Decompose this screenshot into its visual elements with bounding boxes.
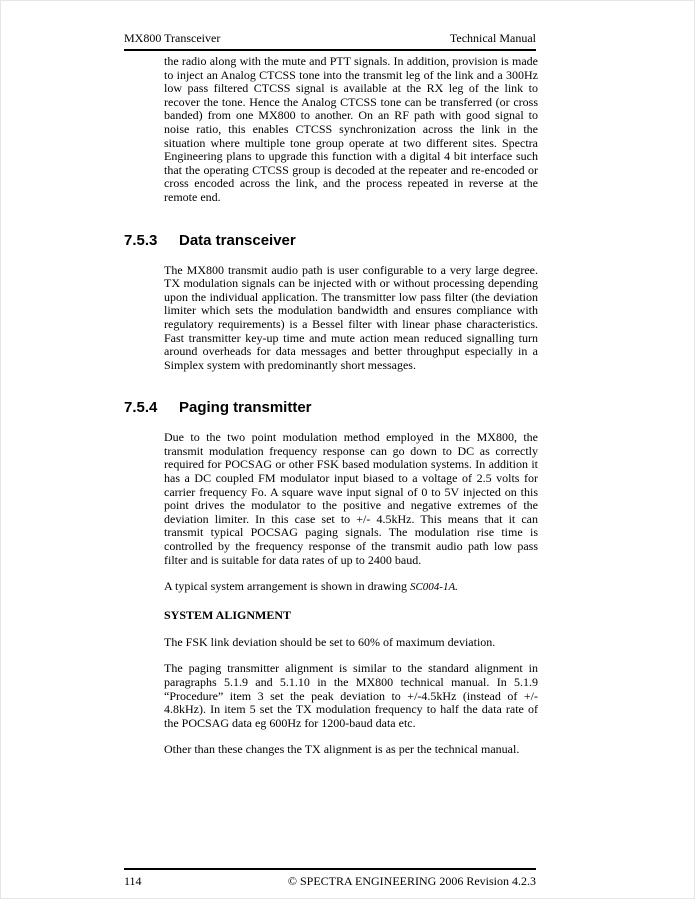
section-753-paragraph: The MX800 transmit audio path is user configurable to a very large degree. TX modulation signals can be injected with or without processing depending upon the individual application. The transmitter low pass filter (the deviation limiter which sets the modulation bandwidth and ensures compliance with regulatory requirements) is a Bessel filter with linear phase characteristics. Fast transmitter key-up time and mute action mean reduced signalling turn around overheads for data messages and better throughput especially in a Simplex system with predominantly short messages. <box>164 262 538 372</box>
intro-paragraph: the radio along with the mute and PTT signals. In addition, provision is made to inject an Analog CTCSS tone into the transmit leg of the link and a 300Hz low pass filtered CTCSS signal is available at the RX leg of the link to recover the tone. Hence the Analog CTCSS tone can be transferred (or cross banded) from one MX800 to another. On an RF path with good signal to noise ratio, this enables CTCSS synchronization across the link in the situation where multiple tone group operate at two different sites. Spectra Engineering plans to upgrade this function with a digital 4 bit interface such that the operating CTCSS group is decoded at the repeater and re-encoded or cross encoded across the link, and the process repeated in reverse at the remote end. <box>164 54 538 204</box>
footer-copyright: © SPECTRA ENGINEERING 2006 Revision 4.2.3 <box>287 874 536 888</box>
header-left-title: MX800 Transceiver <box>124 31 221 45</box>
system-alignment-paragraph-3: Other than these changes the TX alignment is as per the technical manual. <box>164 742 520 757</box>
drawing-note-paragraph <box>164 580 538 595</box>
page-number: 114 <box>124 874 142 888</box>
section-title: Paging transmitter <box>179 399 312 417</box>
section-754-paragraph: Due to the two point modulation method employed in the MX800, the transmit modulation frequency response can go down to DC as correctly required for POCSAG or other FSK based modulation systems. In addition it has a DC coupled FM modulator input biased to a voltage of 2.5 volts for carrier frequency Fo. A square wave input signal of 0 to 5V injected on this point drives the modulator to the positive and negative extremes of the deviation limiter. In this case set to +/- 4.5kHz. This means that it can transmit typical POCSAG paging signals. The modulation rise time is controlled by the frequency response of the transmit audio path low pass filter and is suitable for data rates of up to 2400 baud. <box>164 430 538 567</box>
section-heading-754 <box>124 399 536 416</box>
page-content <box>124 55 536 770</box>
section-number: 7.5.4 <box>124 399 158 417</box>
header-right-title: Technical Manual <box>449 31 536 45</box>
drawing-reference: SC004-1A. <box>409 581 458 594</box>
system-alignment-heading: SYSTEM ALIGNMENT <box>164 607 292 622</box>
section-number: 7.5.3 <box>124 231 158 249</box>
section-heading-753 <box>124 232 536 249</box>
drawing-note-text: A typical system arrangement is shown in drawing <box>164 579 410 594</box>
section-title: Data transceiver <box>179 231 296 249</box>
system-alignment-paragraph-1: The FSK link deviation should be set to 60% of maximum deviation. <box>164 634 496 649</box>
page-header <box>124 31 536 51</box>
system-alignment-paragraph-2: The paging transmitter alignment is similar to the standard alignment in paragraphs 5.1.9 and 5.1.10 in the MX800 technical manual. In 5.1.9 “Procedure” item 3 set the peak deviation to +/-4.5kHz (instead of +/- 4.8kHz). In item 5 set the TX modulation frequency to half the data rate of the POCSAG data eg 600Hz for 1200-baud data etc. <box>164 661 538 730</box>
page-footer <box>124 868 536 889</box>
